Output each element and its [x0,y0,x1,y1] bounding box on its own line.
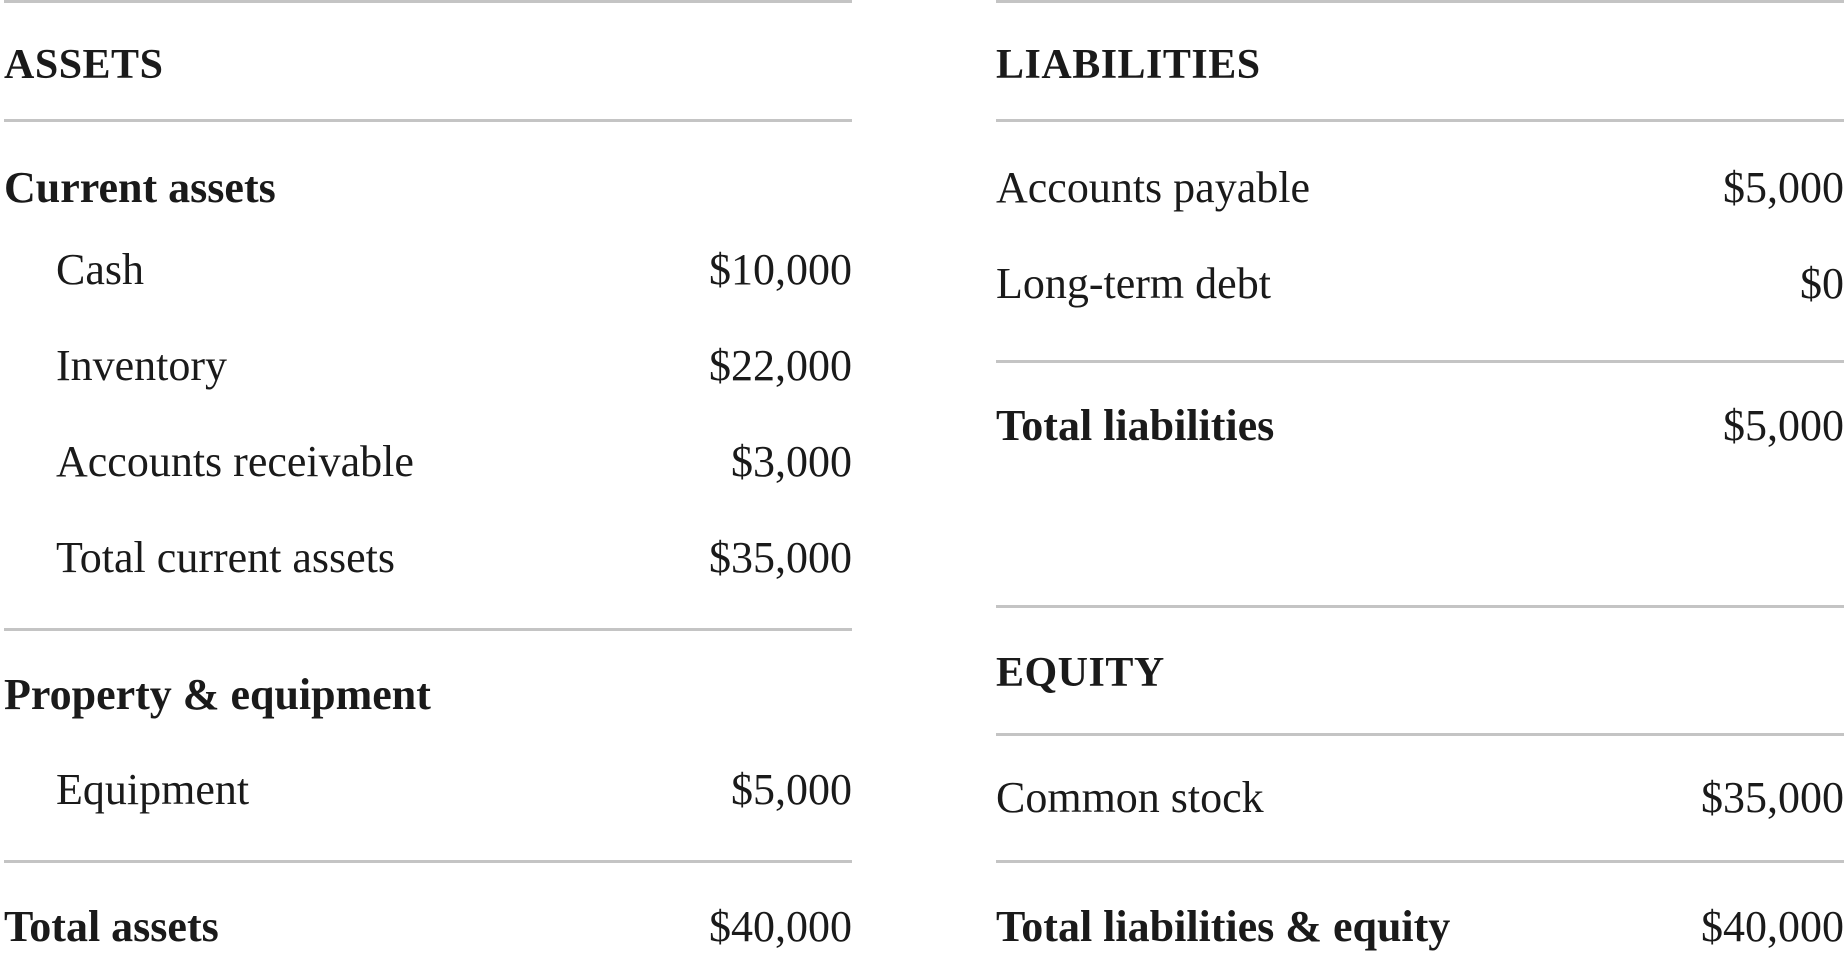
total-assets-label: Total assets [4,902,219,951]
line-item-label: Cash [56,245,144,294]
line-item-value: $35,000 [1701,773,1844,822]
line-item-value: $22,000 [709,341,852,390]
line-item-label: Accounts receivable [56,437,414,486]
line-item-label: Accounts payable [996,163,1310,212]
line-item-label: Total current assets [56,533,396,582]
line-item-label: Long-term debt [996,259,1271,308]
total-liabilities-label: Total liabilities [996,401,1275,450]
divider [4,860,852,863]
assets-heading: ASSETS [4,42,164,88]
line-item-label: Equipment [56,765,250,814]
line-item-value: $3,000 [731,437,852,486]
line-item-value: $5,000 [731,765,852,814]
divider [4,0,852,3]
total-liabilities-equity-value: $40,000 [1701,902,1844,951]
divider [996,0,1844,3]
line-item-value: $35,000 [709,533,852,582]
divider [4,119,852,122]
line-item-label: Common stock [996,773,1264,822]
equity-heading: EQUITY [996,650,1165,696]
property-equipment-heading: Property & equipment [4,670,431,719]
liabilities-heading: LIABILITIES [996,42,1261,88]
line-item-value: $5,000 [1723,163,1844,212]
line-item-label: Inventory [56,341,228,390]
divider [996,860,1844,863]
line-item-value: $10,000 [709,245,852,294]
current-assets-heading: Current assets [4,163,276,212]
divider [996,605,1844,608]
divider [996,733,1844,736]
total-liabilities-equity-label: Total liabilities & equity [996,902,1451,951]
divider [996,119,1844,122]
total-liabilities-value: $5,000 [1723,401,1844,450]
total-assets-value: $40,000 [709,902,852,951]
divider [4,628,852,631]
line-item-value: $0 [1800,259,1844,308]
divider [996,360,1844,363]
